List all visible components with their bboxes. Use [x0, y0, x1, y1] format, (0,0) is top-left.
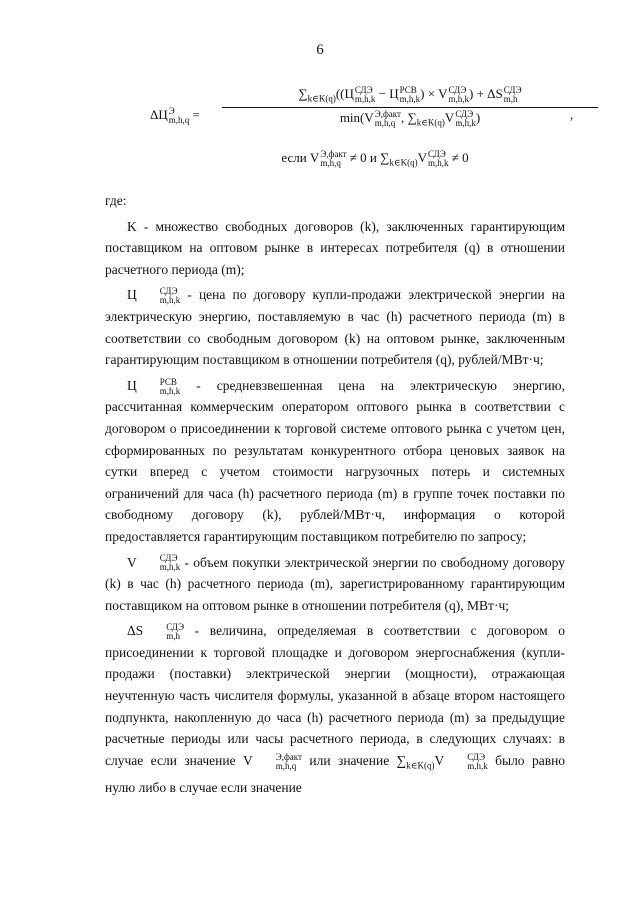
definition-v-sde: V СДЭ m,h,k - объем покупки электрической энергии по свободному договору (k) в час (h) расчетного периода (m), зарегистрированному гарантирующим поставщиком на оптовом рынке в отношении потребителя (q), МВт·ч; — [105, 553, 565, 613]
definition-k: K - множество свободных договоров (k), заключенных гарантирующим поставщиком на оптовом рынке в интересах потребителя (q) в отношении расчетного периода (m); — [105, 218, 565, 277]
page-number: 6 — [316, 42, 324, 58]
formula-lhs: ΔЦ Э m,h,q = — [150, 106, 200, 126]
formula-comma: , — [570, 107, 574, 122]
formula-numerator: $\sum_{k\in K(q)}((Ц$ СДЭ m,h,k − Ц РСВ m,h,k ) × V СДЭ m,h,k ) + ΔS СДЭ m,h — [298, 85, 522, 105]
definition-c-sde: Ц СДЭ m,h,k - цена по договору купли-продажи электрической энергии на электрическую энергию, поставляемую в час (h) расчетного периода (m) в соответствии со свободным договором (k) на оптовом рынке, заключенным гарантирующим поставщиком в отношении потребителя (q), рублей/МВт·ч; — [105, 286, 565, 368]
definition-c-rsv: Ц РСВ m,h,k - средневзвешенная цена на электрическую энергию, рассчитанная коммерческим оператором оптового рынка в соответствии с договором о присоединении к торговой системе оптового рынка с учетом цен, сформированных по результатам конкурентного отбора ценовых заявок на сутки вперед с учетом стоимости нагрузочных потерь и системных ограничений для часа (h) расчетного периода (m) в группе точек поставки по свободному договору (k), рублей/МВт·ч, информация о которой предоставляется гарантирующим поставщиком потребителю по запросу; — [105, 376, 565, 544]
definitions-text — [105, 190, 565, 799]
formula-denominator: min(V Э,факт m,h,q , $\sum_{k\in K(q)}V$ СДЭ m,h,k ) — [339, 108, 481, 128]
where-label: где: — [105, 193, 127, 208]
definition-delta-s: ΔS СДЭ m,h - величина, определяемая в соответствии с договором о присоединении к торговой площадке и договором энергоснабжения (купли-продажи (поставки) электрической энергии (мощности), отражающая неучтенную часть числителя формулы, указанной в абзаце втором настоящего подпункта, накопленную до часа (h) расчетного периода (m) за предыдущие расчетные периоды или часы расчетного периода, в следующих случаях: в случае если значение V Э,факт m,h,q или значение $\sum_{k\in K(q)}V$ СДЭ m,h,k было равно нулю либо в случае если значение — [105, 622, 566, 796]
formula-condition: если V Э,факт m,h,q ≠ 0 и $\sum_{k\in K(q)}V$ СДЭ m,h,k ≠ 0 — [281, 149, 469, 169]
formula-fraction — [220, 86, 600, 128]
